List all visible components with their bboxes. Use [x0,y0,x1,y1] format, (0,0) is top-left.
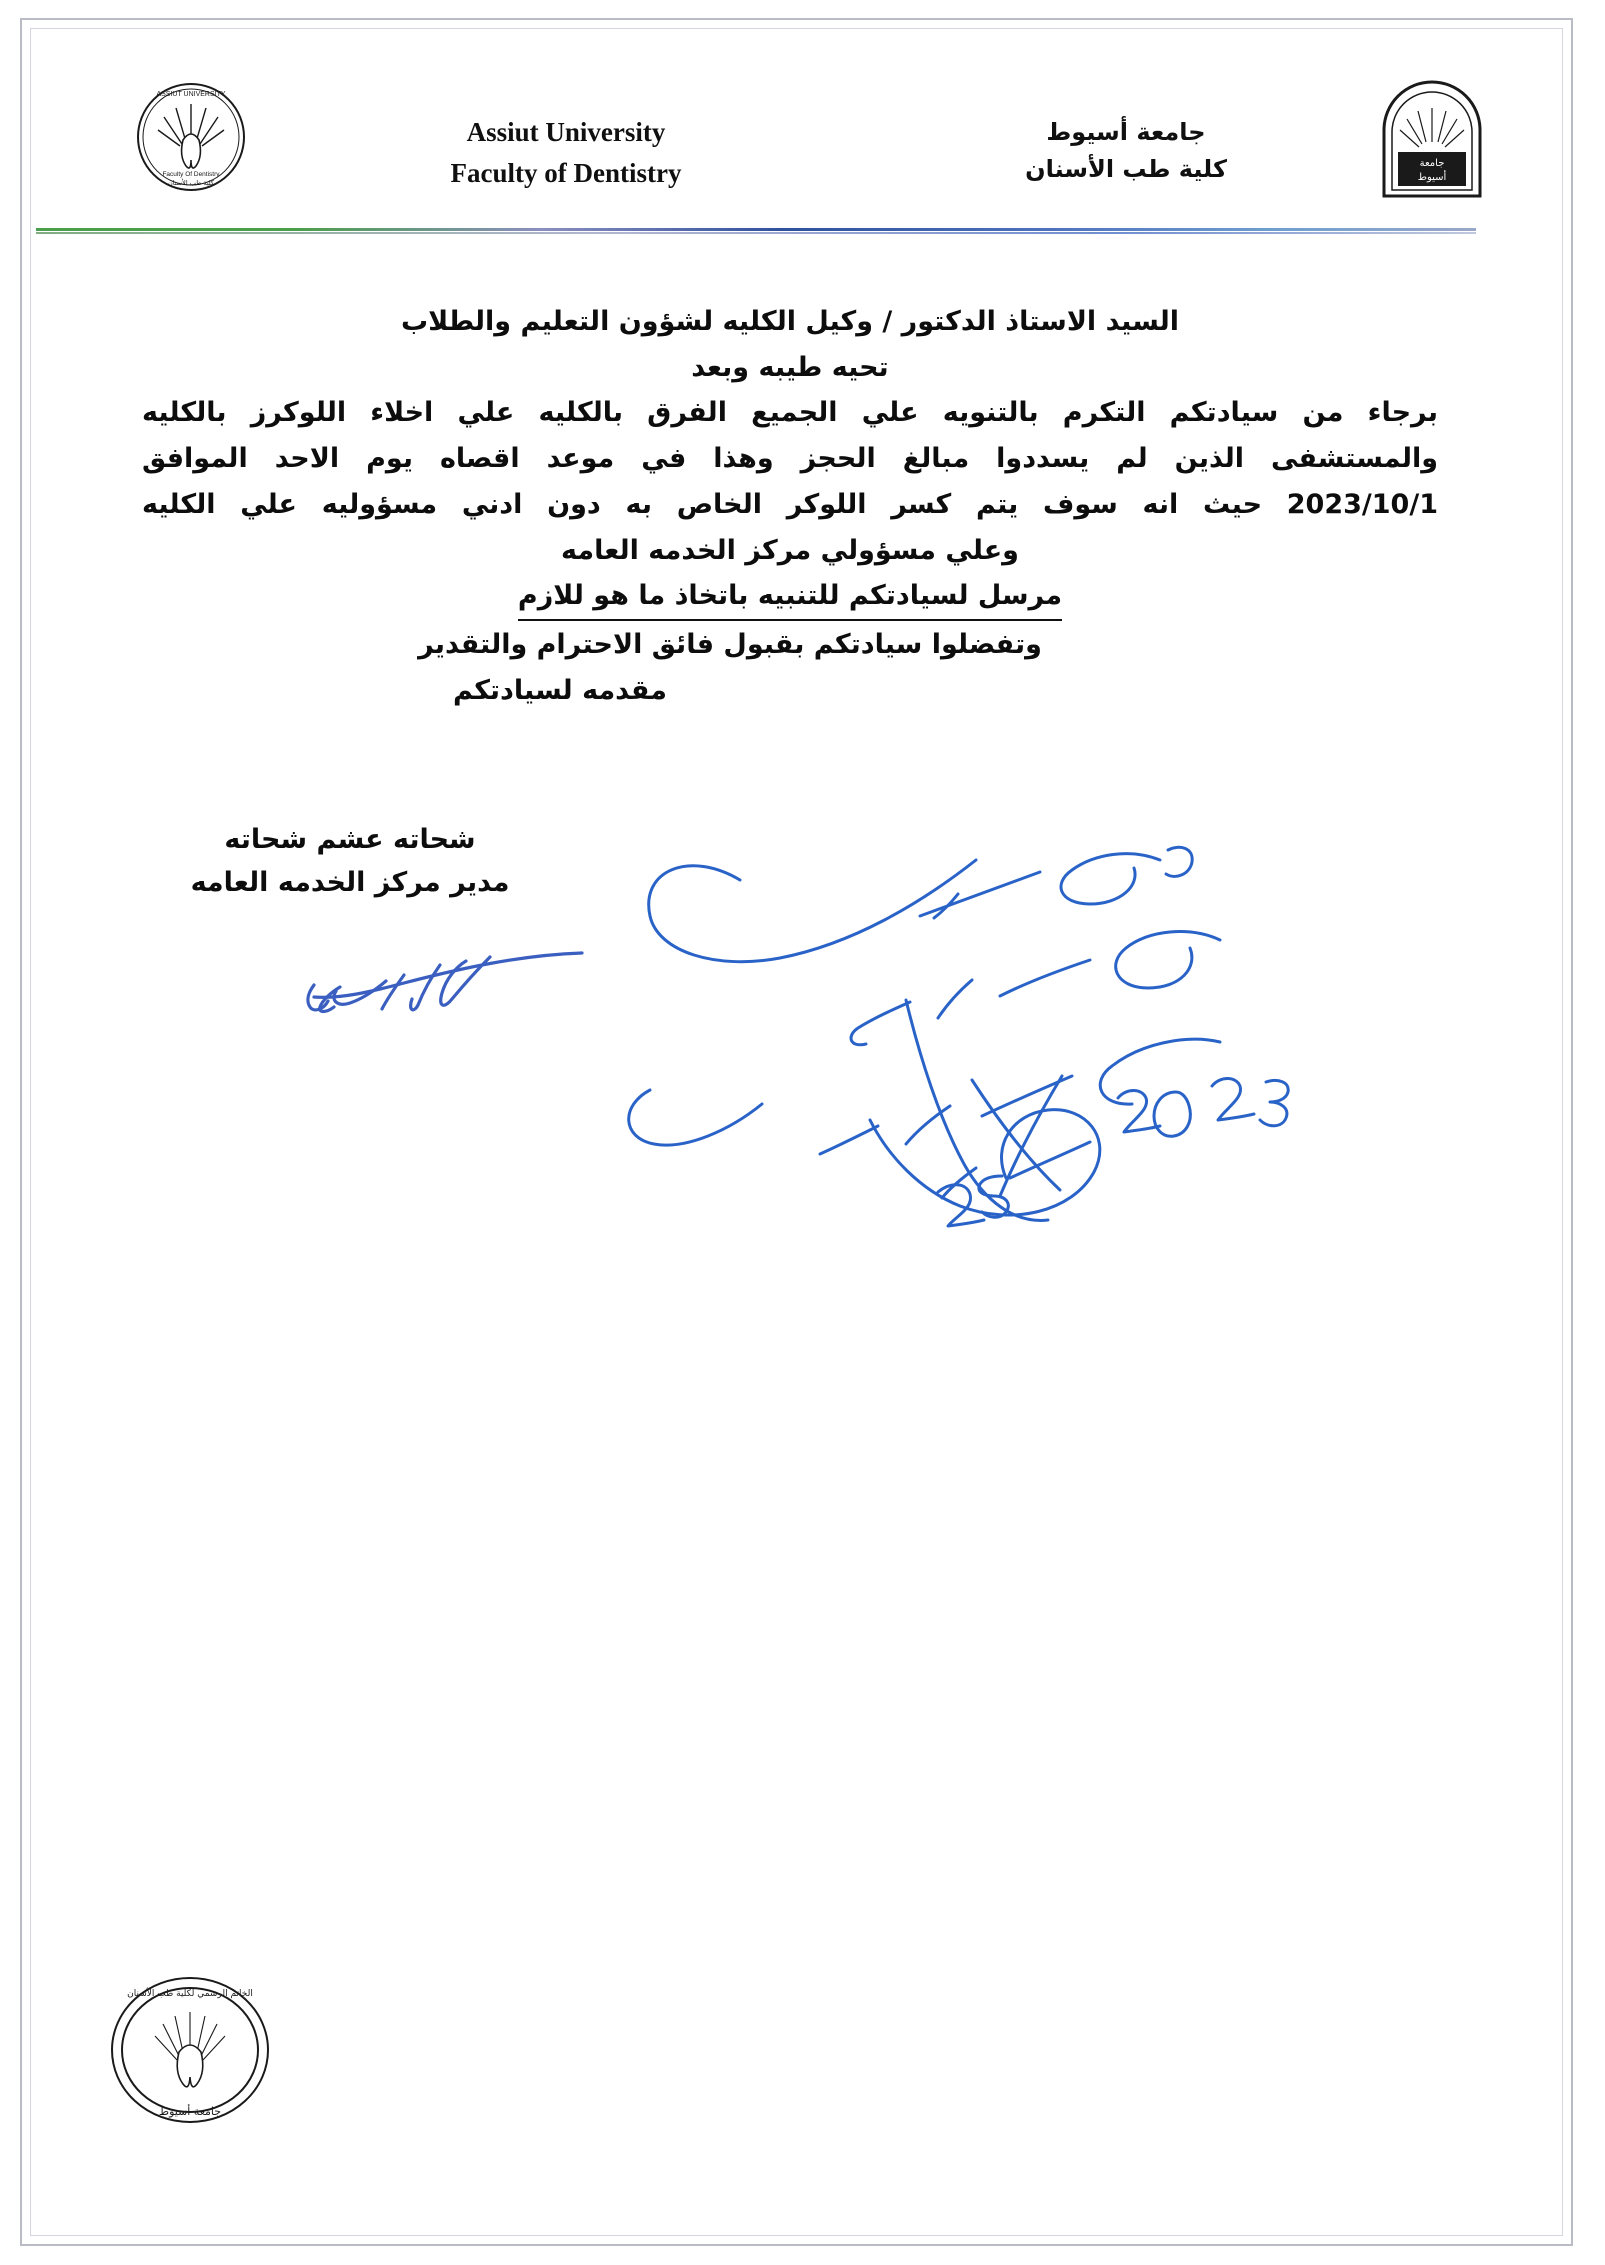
svg-text:جامعة أسيوط: جامعة أسيوط [158,2105,222,2118]
notify-line: مرسل لسيادتكم للتنبيه باتخاذ ما هو للازم [518,574,1062,621]
svg-text:أسيوط: أسيوط [1417,172,1447,183]
header-divider-rule-secondary [36,232,1476,234]
header-english-title-line1: Assiut University [466,117,666,147]
svg-text:جامعة: جامعة [1419,158,1445,169]
header-arabic-title [916,114,1336,188]
header-english-title [336,112,796,193]
signer-name: شحاته عشم شحاته [224,824,476,855]
svg-text:Faculty Of Dentistry: Faculty Of Dentistry [162,171,220,178]
assiut-university-seal-logo-icon [1376,78,1488,198]
submitted-by-label: مقدمه لسيادتكم [453,674,667,706]
signature-block [150,818,550,904]
official-faculty-stamp [95,1960,285,2140]
header-english-title-line2: Faculty of Dentistry [450,157,682,188]
addressee-line: السيد الاستاذ الدكتور / وكيل الكليه لشؤون التعليم والطلاب [400,306,1180,337]
svg-text:كلية طب الأسنان: كلية طب الأسنان [167,179,215,187]
header-arabic-title-line2: كلية طب الأسنان [1025,155,1227,184]
svg-text:ASSIUT UNIVERSITY: ASSIUT UNIVERSITY [156,91,226,98]
body-paragraph-line-4: وعلي مسؤولي مركز الخدمه العامه [561,534,1019,566]
assiut-university-dentistry-logo-icon [136,82,246,192]
body-paragraph-line-3: 2023/10/1 حيث انه سوف يتم كسر اللوكر الخاص به دون ادني مسؤوليه علي الكليه [142,488,1438,520]
handwritten-signature-left [190,935,590,1025]
body-paragraph-line-1: برجاء من سيادتكم التكرم بالتنويه علي الجميع الفرق بالكليه علي اخلاء اللوكرز بالكليه [142,397,1438,429]
closing-line: وتفضلوا سيادتكم بقبول فائق الاحترام والتقدير [418,629,1042,661]
signer-title: مدير مركز الخدمه العامه [190,867,510,899]
header-arabic-title-line1: جامعة أسيوط [1046,118,1206,146]
notify-line-wrap [120,574,1460,621]
document-header [36,34,1556,214]
document-body [120,300,1460,715]
header-divider-rule [36,228,1476,231]
handwritten-approval-note-right [620,820,1360,1380]
body-paragraph-line-2: والمستشفى الذين لم يسددوا مبالغ الحجز وهذا في موعد اقصاه يوم الاحد الموافق [142,443,1438,475]
svg-text:الخاتم الرسمي لكلية طب الأسنان: الخاتم الرسمي لكلية طب الأسنان [127,1989,253,1999]
greeting-line: تحيه طيبه وبعد [691,351,889,383]
